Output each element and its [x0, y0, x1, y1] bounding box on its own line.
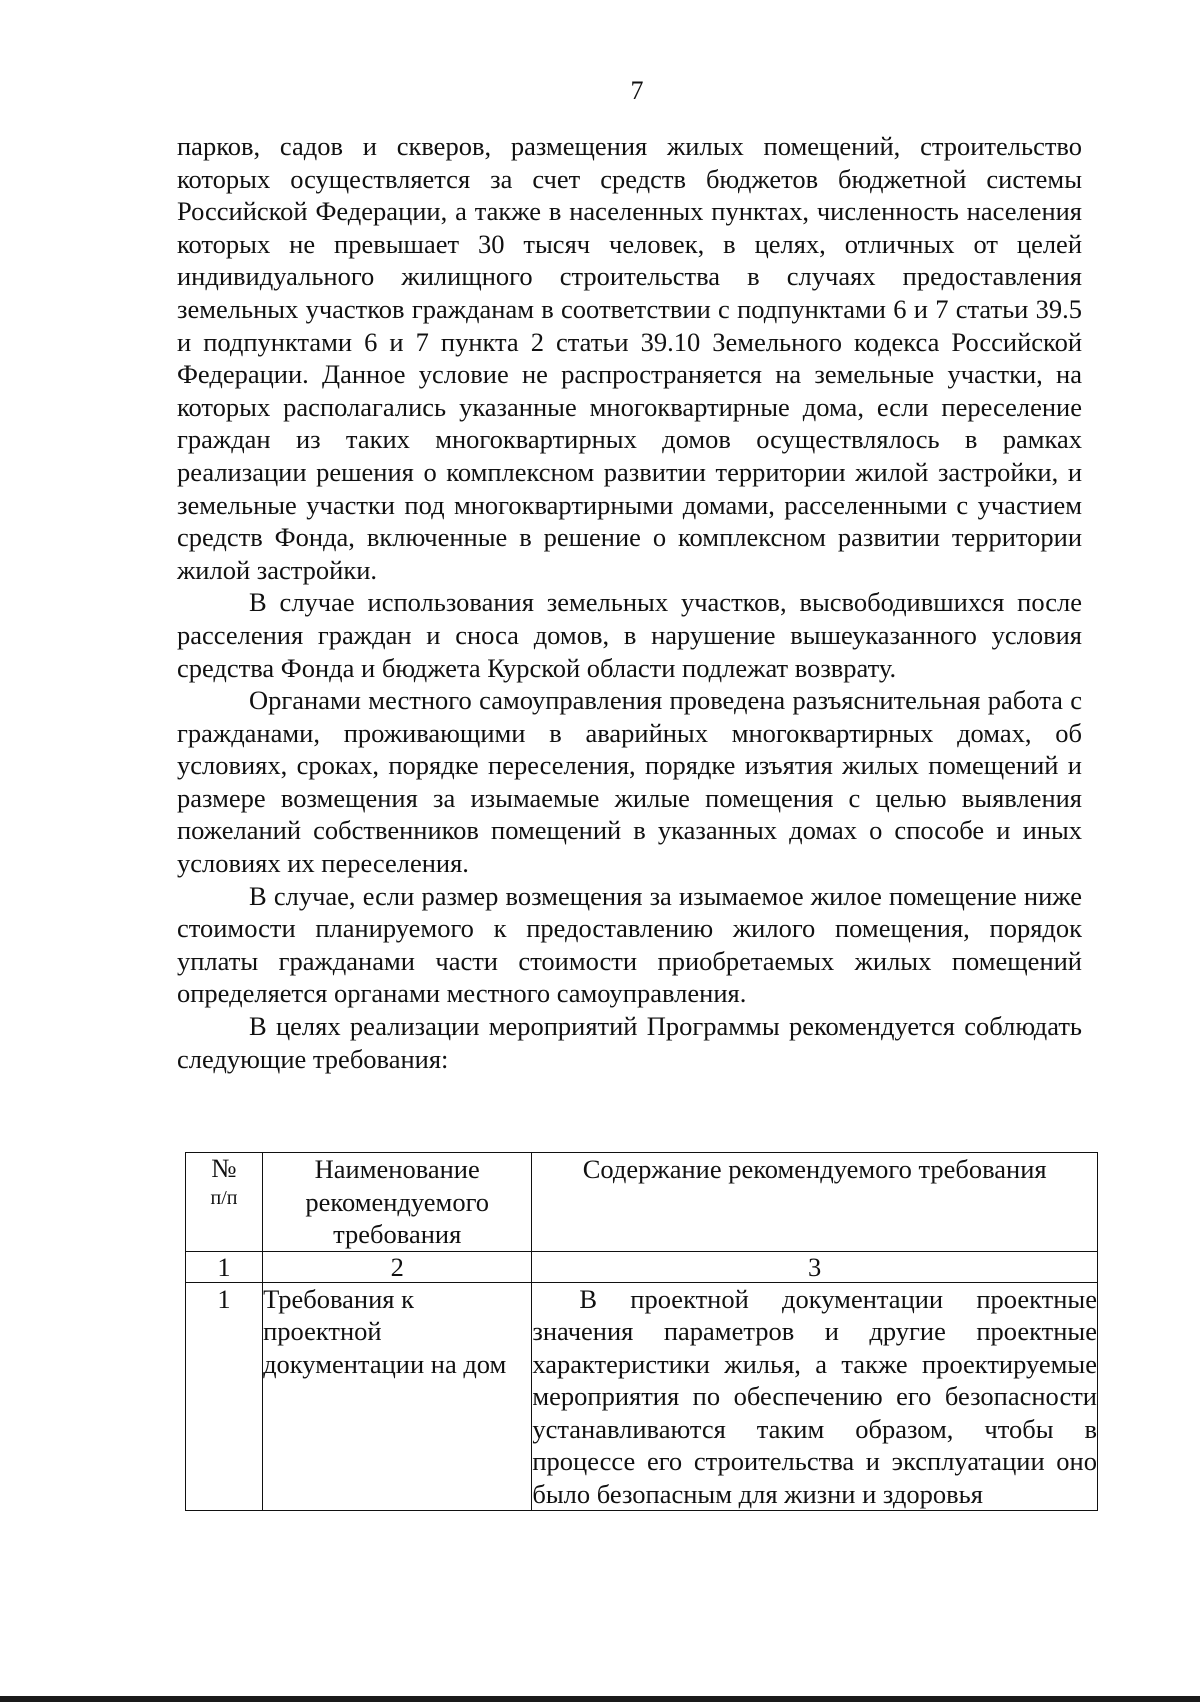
- paragraph-continuation: парков, садов и скверов, размещения жилых помещений, строительство которых осуществляется за счет средств бюджетов бюджетной системы Российской Федерации, а также в населенных пунктах, численность населения которых не превышает 30 тысяч человек, в целях, отличных от целей индивидуального жилищного строительства в случаях предоставления земельных участков гражданам в соответствии с подпунктами 6 и 7 статьи 39.5 и подпунктами 6 и 7 пункта 2 статьи 39.10 Земельного кодекса Российской Федерации. Данное условие не распространяется на земельные участки, на которых располагались указанные многоквартирные дома, если переселение граждан из таких многоквартирных домов осуществлялось в рамках реализации решения о комплексном развитии территории жилой застройки, и земельные участки под многоквартирными домами, расселенными с участием средств Фонда, включенные в решение о комплексном развитии территории жилой застройки.: [177, 131, 1082, 585]
- table-row: [186, 1282, 1098, 1511]
- header-number-cell: [186, 1153, 263, 1252]
- row-name: Требования к проектной документации на дом: [263, 1282, 532, 1511]
- body-text: [177, 130, 1082, 1075]
- row-number: 1: [186, 1282, 263, 1511]
- scan-edge-line: [0, 1696, 1200, 1702]
- paragraph-requirements-intro: В целях реализации мероприятий Программы рекомендуется соблюдать следующие требования:: [177, 1011, 1082, 1074]
- row-content-cell: [532, 1282, 1098, 1511]
- page-number: 7: [630, 76, 644, 105]
- paragraph-land-use: В случае использования земельных участков, высвободившихся после расселения граждан и сноса домов, в нарушение вышеуказанного условия средства Фонда и бюджета Курской области подлежат возврату.: [177, 587, 1082, 683]
- column-index-2: 2: [263, 1251, 532, 1282]
- requirements-table: [185, 1152, 1098, 1511]
- table-header-row: [186, 1153, 1098, 1252]
- paragraph-compensation: В случае, если размер возмещения за изымаемое жилое помещение ниже стоимости планируемого к предоставлению жилого помещения, порядок уплаты гражданами части стоимости приобретаемых жилых помещений определяется органами местного самоуправления.: [177, 880, 1082, 1009]
- row-content: В проектной документации проектные значения параметров и другие проектные характеристики жилья, а также проектируемые мероприятия по обеспечению его безопасности устанавливаются таким образом, чтобы в процессе его строительства и эксплуатации оно было безопасным для жизни и здоровья: [532, 1283, 1097, 1509]
- paragraph-explanatory-work: Органами местного самоуправления проведена разъяснительная работа с гражданами, проживающими в аварийных многоквартирных домах, об условиях, сроках, порядке переселения, порядке изъятия жилых помещений и размере возмещения за изымаемые жилые помещения с целью выявления пожеланий собственников помещений в указанных домах о способе и иных условиях их переселения.: [177, 685, 1082, 879]
- header-number-sign: №: [211, 1153, 237, 1183]
- header-number-sub: п/п: [210, 1187, 238, 1209]
- header-content-cell: Содержание рекомендуемого требования: [532, 1153, 1098, 1252]
- column-index-1: 1: [186, 1251, 263, 1282]
- column-index-3: 3: [532, 1251, 1098, 1282]
- header-name-cell: Наименование рекомендуемого требования: [263, 1153, 532, 1252]
- table-column-index-row: [186, 1251, 1098, 1282]
